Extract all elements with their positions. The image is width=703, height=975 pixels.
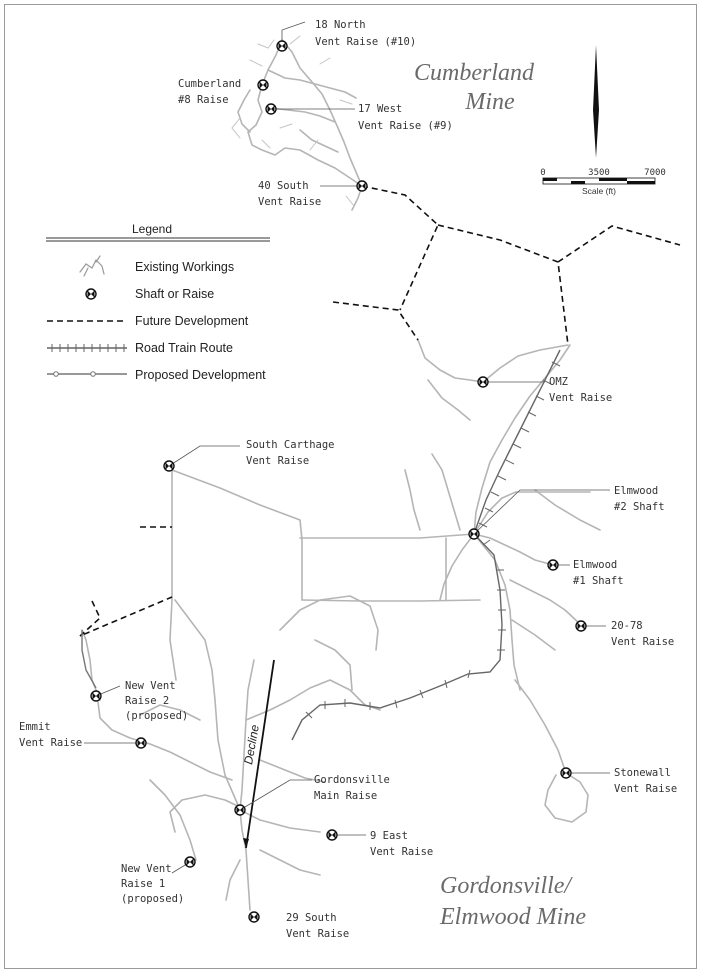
shaft-label-new-vent-1 <box>121 863 184 905</box>
shaft-icon-cumberland-8[interactable] <box>258 80 268 90</box>
shaft-label-9-east-line-2: Vent Raise <box>370 846 434 858</box>
legend-item-existing <box>80 256 234 276</box>
shaft-label-9-east-line-1: 9 East <box>370 830 408 842</box>
scale-label: Scale (ft) <box>581 186 617 196</box>
shaft-icon-17-west[interactable] <box>266 104 276 114</box>
shaft-label-gordonsville-main <box>314 774 396 802</box>
gordonsville-title-line-2: Elmwood Mine <box>440 904 586 930</box>
shaft-label-stonewall-line-1: Stonewall <box>614 767 671 779</box>
shaft-icon-29-south[interactable] <box>249 912 259 922</box>
shaft-label-17-west <box>358 103 453 132</box>
decline-label: Decline <box>241 723 262 766</box>
decline <box>241 660 274 848</box>
shaft-label-17-west-line-1: 17 West <box>358 103 403 115</box>
shaft-label-elmwood-2-line-2: #2 Shaft <box>614 501 665 513</box>
legend-item-proposed <box>47 368 266 382</box>
shaft-label-40-south-line-2: Vent Raise <box>258 196 322 208</box>
shaft-label-new-vent-2-line-1: New Vent <box>125 680 176 692</box>
shaft-label-stonewall-line-2: Vent Raise <box>614 783 678 795</box>
shaft-label-40-south-line-1: 40 South <box>258 180 309 192</box>
cumberland-title-line-1: Cumberland <box>414 60 534 86</box>
shaft-icon-omz[interactable] <box>478 377 488 387</box>
shaft-label-18-north <box>315 19 416 48</box>
shaft-label-new-vent-1-line-2: Raise 1 <box>121 878 166 890</box>
shaft-label-new-vent-2 <box>125 680 188 722</box>
shaft-label-emmit <box>19 721 82 749</box>
shaft-label-29-south-line-2: Vent Raise <box>286 928 350 940</box>
shaft-label-cumberland-8-line-1: Cumberland <box>178 78 242 90</box>
shaft-label-south-carthage-line-1: South Carthage <box>246 439 335 451</box>
shaft-label-gordonsville-main-line-1: Gordonsville <box>314 774 390 786</box>
shaft-icon-emmit[interactable] <box>136 738 146 748</box>
legend-title: Legend <box>131 222 173 236</box>
legend-label-future: Future Development <box>135 314 249 328</box>
shaft-label-elmwood-1 <box>573 559 624 587</box>
shaft-label-elmwood-1-line-1: Elmwood <box>573 559 618 571</box>
gordonsville-mine-title <box>439 873 586 930</box>
legend <box>46 222 270 382</box>
shaft-label-south-carthage-line-2: Vent Raise <box>246 455 310 467</box>
shaft-icon-south-carthage[interactable] <box>164 461 174 471</box>
north-arrow <box>582 45 599 158</box>
legend-label-proposed: Proposed Development <box>135 368 266 382</box>
scale-tick-3500: 3500 <box>588 168 610 178</box>
shaft-label-new-vent-2-line-3: (proposed) <box>125 710 189 722</box>
shaft-label-new-vent-1-line-3: (proposed) <box>121 893 185 905</box>
shaft-label-20-78 <box>611 620 674 648</box>
legend-label-shaft: Shaft or Raise <box>135 287 215 301</box>
shaft-icon-gordonsville-main[interactable] <box>235 805 245 815</box>
legend-item-shaft <box>86 287 214 301</box>
shaft-label-40-south <box>258 180 321 208</box>
shaft-label-gordonsville-main-line-2: Main Raise <box>314 790 378 802</box>
legend-label-roadtrain: Road Train Route <box>135 341 233 355</box>
shaft-label-omz <box>549 376 612 404</box>
north-label: N <box>582 98 596 110</box>
shaft-icon-20-78[interactable] <box>576 621 586 631</box>
shaft-label-emmit-line-1: Emmit <box>19 721 51 733</box>
shaft-icon-stonewall[interactable] <box>561 768 571 778</box>
legend-item-future <box>47 314 249 328</box>
shaft-label-18-north-line-2: Vent Raise (#10) <box>315 36 417 48</box>
shaft-label-cumberland-8 <box>178 78 248 106</box>
shaft-label-9-east <box>370 830 433 858</box>
legend-label-existing: Existing Workings <box>135 260 235 274</box>
shaft-label-new-vent-1-line-1: New Vent <box>121 863 172 875</box>
shaft-label-elmwood-2-line-1: Elmwood <box>614 485 659 497</box>
shaft-icon-elmwood-2[interactable] <box>469 529 479 539</box>
shaft-label-18-north-line-1: 18 North <box>315 19 366 31</box>
scale-bar <box>540 168 666 196</box>
shaft-label-20-78-line-2: Vent Raise <box>611 636 675 648</box>
gordonsville-title-line-1: Gordonsville/ <box>440 873 572 899</box>
cumberland-title-line-2: Mine <box>465 89 515 115</box>
legend-item-roadtrain <box>47 341 233 355</box>
shaft-labels <box>19 19 677 940</box>
legend-shaft-icon <box>86 289 96 299</box>
shaft-label-elmwood-1-line-2: #1 Shaft <box>573 575 624 587</box>
shaft-label-new-vent-2-line-2: Raise 2 <box>125 695 170 707</box>
shaft-label-south-carthage <box>246 439 341 467</box>
shaft-label-17-west-line-2: Vent Raise (#9) <box>358 120 453 132</box>
cumberland-mine-title <box>414 60 535 115</box>
shaft-label-cumberland-8-line-2: #8 Raise <box>178 94 229 106</box>
shaft-label-29-south-line-1: 29 South <box>286 912 337 924</box>
shaft-icon-9-east[interactable] <box>327 830 337 840</box>
shaft-icon-new-vent-1[interactable] <box>185 857 195 867</box>
scale-tick-7000: 7000 <box>644 168 666 178</box>
shaft-icon-18-north[interactable] <box>277 41 287 51</box>
shaft-icon-40-south[interactable] <box>357 181 367 191</box>
shaft-label-20-78-line-1: 20-78 <box>611 620 643 632</box>
shaft-label-29-south <box>286 912 349 940</box>
shaft-icon-elmwood-1[interactable] <box>548 560 558 570</box>
shaft-label-omz-line-2: Vent Raise <box>549 392 613 404</box>
shaft-label-elmwood-2 <box>614 485 665 513</box>
shaft-label-stonewall <box>614 767 677 795</box>
scale-tick-0: 0 <box>540 168 546 178</box>
shaft-label-emmit-line-2: Vent Raise <box>19 737 83 749</box>
shaft-icon-new-vent-2[interactable] <box>91 691 101 701</box>
shaft-label-omz-line-1: OMZ <box>549 376 568 388</box>
